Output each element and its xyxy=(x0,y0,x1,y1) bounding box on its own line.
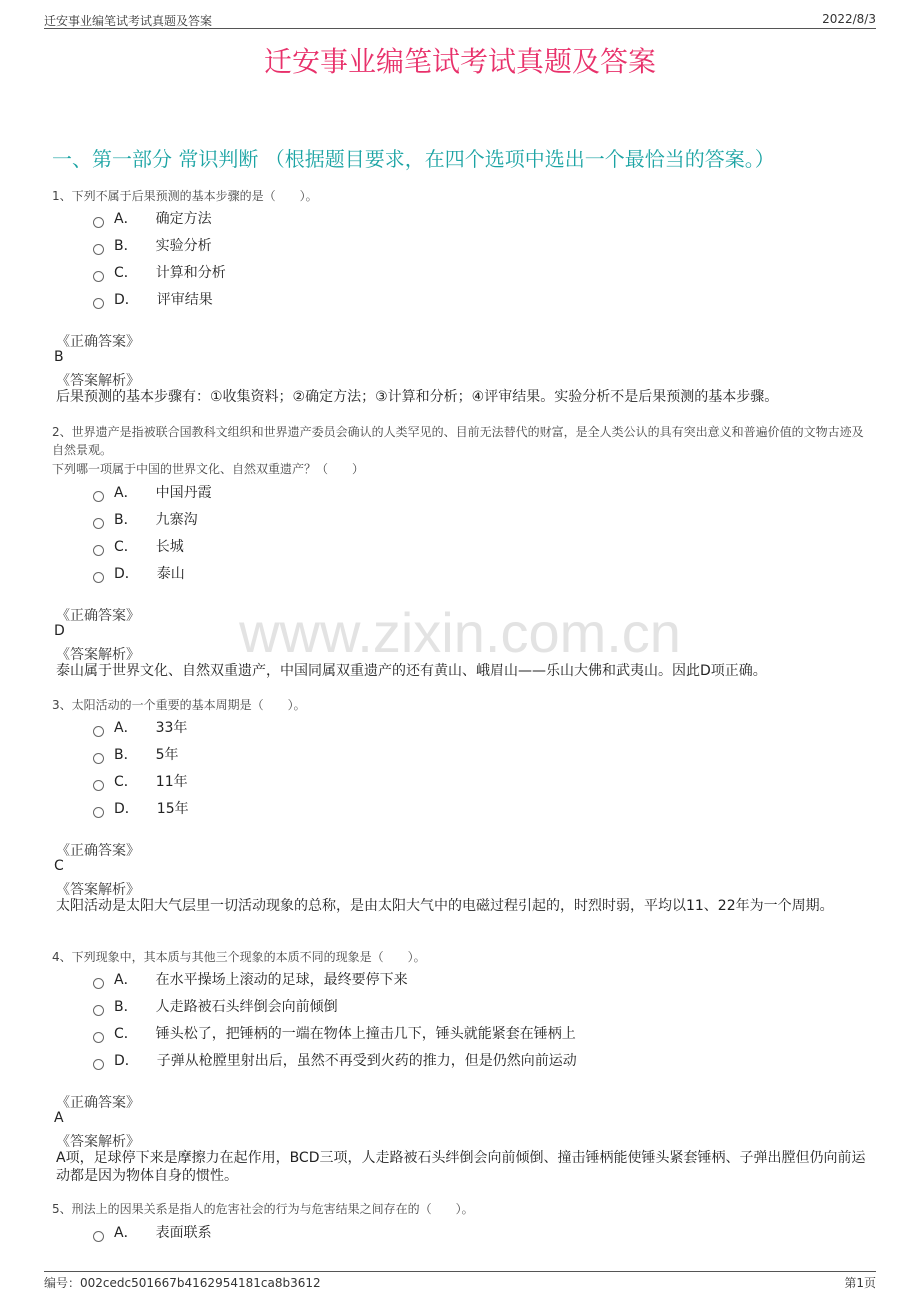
radio-icon[interactable] xyxy=(93,807,104,818)
option-c[interactable]: C． 11年 xyxy=(93,771,188,791)
page-footer xyxy=(44,1271,876,1290)
radio-icon[interactable] xyxy=(93,518,104,529)
radio-icon[interactable] xyxy=(93,244,104,255)
answer-value: C xyxy=(54,858,64,874)
question-stem: 4、下列现象中，其本质与其他三个现象的本质不同的现象是（ ）。 xyxy=(52,950,426,964)
radio-icon[interactable] xyxy=(93,545,104,556)
document-id: 编号：002cedc501667b4162954181ca8b3612 xyxy=(44,1276,321,1290)
question-stem-prompt: 下列哪一项属于中国的世界文化、自然双重遗产？（ ） xyxy=(52,462,365,476)
radio-icon[interactable] xyxy=(93,726,104,737)
radio-icon[interactable] xyxy=(93,572,104,583)
page-number: 第1页 xyxy=(844,1276,876,1290)
option-d[interactable]: D． 评审结果 xyxy=(93,289,213,309)
option-d[interactable]: D． 泰山 xyxy=(93,563,185,583)
option-c[interactable]: C． 计算和分析 xyxy=(93,262,226,282)
option-b[interactable]: B． 九寨沟 xyxy=(93,509,198,529)
answer-value: A xyxy=(54,1110,64,1126)
radio-icon[interactable] xyxy=(93,1005,104,1016)
explanation-text: 太阳活动是太阳大气层里一切活动现象的总称，是由太阳大气中的电磁过程引起的，时烈时弱，平均以11、22年为一个周期。 xyxy=(56,898,834,914)
page-header xyxy=(44,10,876,29)
option-b[interactable]: B． 5年 xyxy=(93,744,179,764)
answer-label: 《正确答案》 xyxy=(56,334,140,350)
explanation-label: 《答案解析》 xyxy=(56,647,140,663)
question-stem: 2、世界遗产是指被联合国教科文组织和世界遗产委员会确认的人类罕见的、目前无法替代的财富，是全人类公认的具有突出意义和普遍价值的文物古迹及自然景观。 xyxy=(52,425,864,457)
explanation-text: A项，足球停下来是摩擦力在起作用，BCD三项，人走路被石头绊倒会向前倾倒、撞击锤柄能使锤头紧套锤柄、子弹出膛但仍向前运动都是因为物体自身的惯性。 xyxy=(56,1150,866,1184)
document-title: 迁安事业编笔试考试真题及答案 xyxy=(263,45,656,78)
explanation-label: 《答案解析》 xyxy=(56,1134,140,1150)
header-title: 迁安事业编笔试考试真题及答案 xyxy=(44,14,213,28)
section-heading: 一、第一部分 常识判断 （根据题目要求，在四个选项中选出一个最恰当的答案。） xyxy=(52,147,775,171)
question-stem: 5、刑法上的因果关系是指人的危害社会的行为与危害结果之间存在的（ ）。 xyxy=(52,1202,474,1216)
radio-icon[interactable] xyxy=(93,978,104,989)
answer-value: D xyxy=(54,623,65,639)
answer-label: 《正确答案》 xyxy=(56,1095,140,1111)
radio-icon[interactable] xyxy=(93,1231,104,1242)
option-b[interactable]: B． 人走路被石头绊倒会向前倾倒 xyxy=(93,996,338,1016)
answer-label: 《正确答案》 xyxy=(56,608,140,624)
radio-icon[interactable] xyxy=(93,271,104,282)
explanation-label: 《答案解析》 xyxy=(56,882,140,898)
answer-value: B xyxy=(54,349,64,365)
option-d[interactable]: D． 子弹从枪膛里射出后，虽然不再受到火药的推力，但是仍然向前运动 xyxy=(93,1050,577,1070)
option-a[interactable]: A． 表面联系 xyxy=(93,1222,212,1242)
option-c[interactable]: C． 锤头松了，把锤柄的一端在物体上撞击几下，锤头就能紧套在锤柄上 xyxy=(93,1023,576,1043)
option-a[interactable]: A． 确定方法 xyxy=(93,208,212,228)
radio-icon[interactable] xyxy=(93,780,104,791)
radio-icon[interactable] xyxy=(93,298,104,309)
question-stem: 1、下列不属于后果预测的基本步骤的是（ ）。 xyxy=(52,189,318,203)
radio-icon[interactable] xyxy=(93,1032,104,1043)
explanation-text: 后果预测的基本步骤有：①收集资料；②确定方法；③计算和分析；④评审结果。实验分析不是后果预测的基本步骤。 xyxy=(56,389,779,405)
option-a[interactable]: A． 中国丹霞 xyxy=(93,482,212,502)
radio-icon[interactable] xyxy=(93,753,104,764)
radio-icon[interactable] xyxy=(93,491,104,502)
option-c[interactable]: C． 长城 xyxy=(93,536,184,556)
option-d[interactable]: D． 15年 xyxy=(93,798,189,818)
question-stem: 3、太阳活动的一个重要的基本周期是（ ）。 xyxy=(52,698,306,712)
radio-icon[interactable] xyxy=(93,1059,104,1070)
watermark: www.zixin.com.cn xyxy=(239,601,681,664)
explanation-label: 《答案解析》 xyxy=(56,373,140,389)
option-b[interactable]: B． 实验分析 xyxy=(93,235,212,255)
header-date: 2022/8/3 xyxy=(822,12,876,26)
option-a[interactable]: A． 在水平操场上滚动的足球，最终要停下来 xyxy=(93,969,408,989)
answer-label: 《正确答案》 xyxy=(56,843,140,859)
explanation-text: 泰山属于世界文化、自然双重遗产，中国同属双重遗产的还有黄山、峨眉山——乐山大佛和武夷山。因此D项正确。 xyxy=(56,663,767,679)
option-a[interactable]: A． 33年 xyxy=(93,717,187,737)
radio-icon[interactable] xyxy=(93,217,104,228)
